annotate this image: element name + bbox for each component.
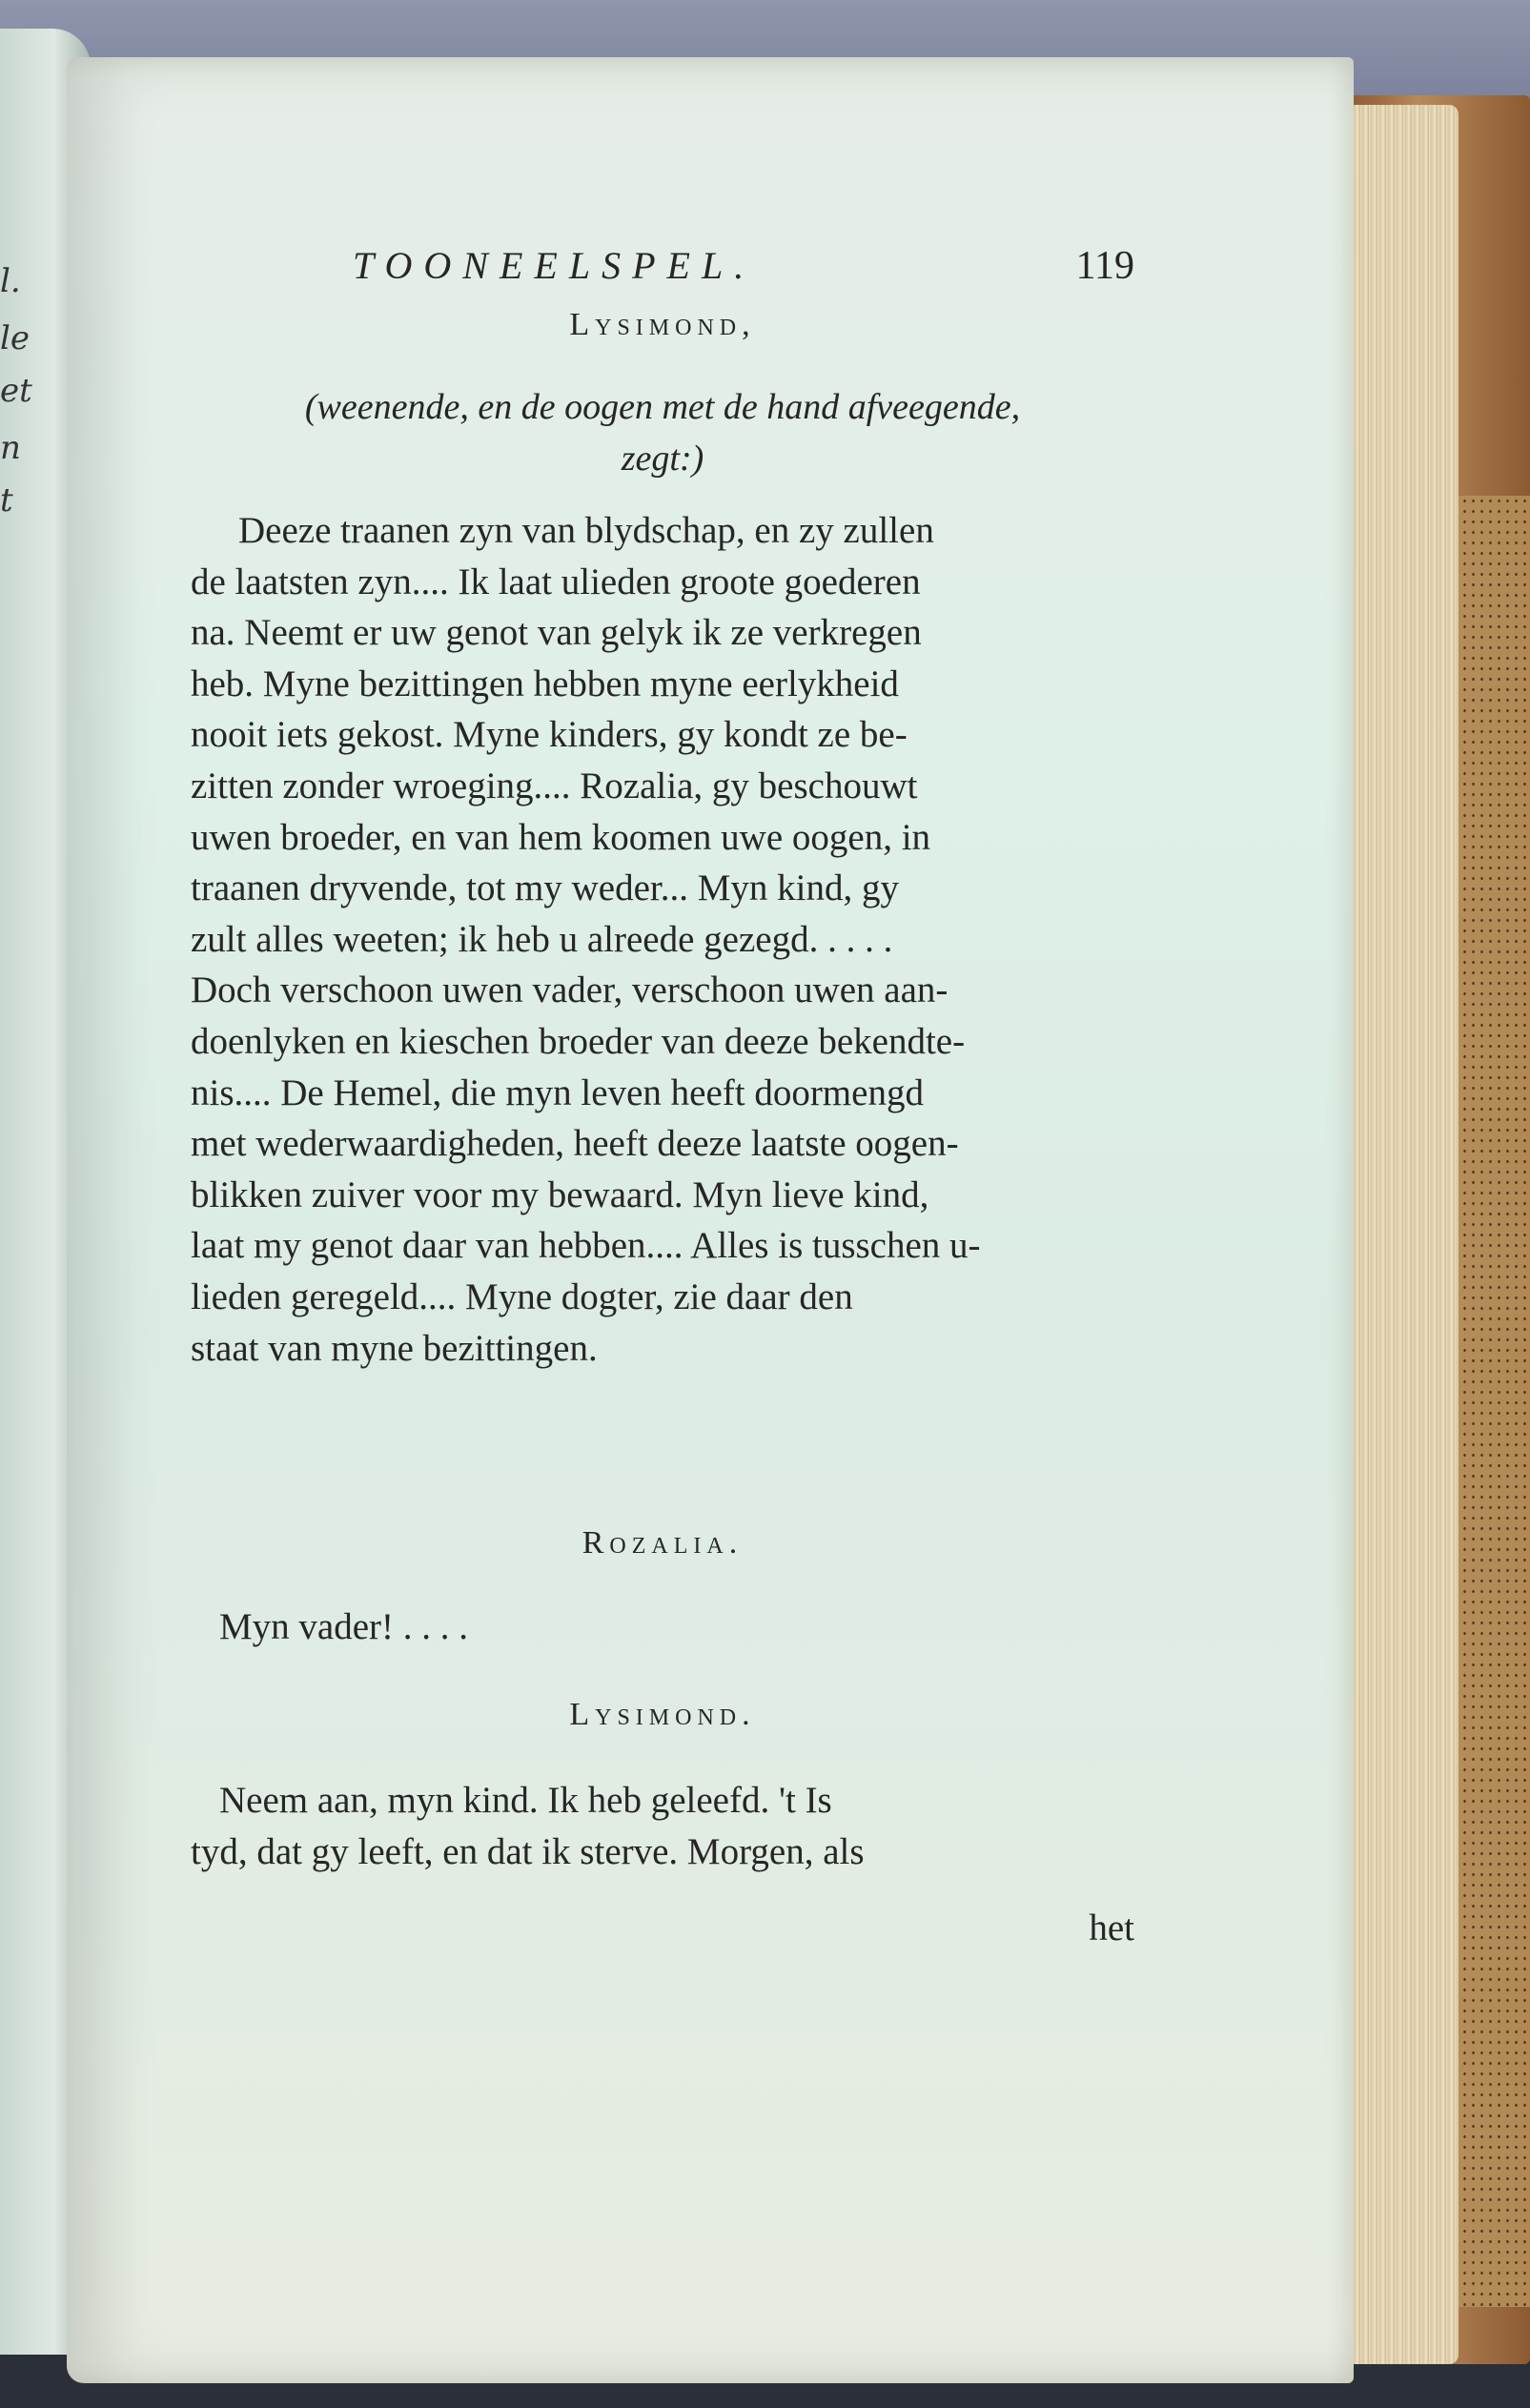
page-number: 119 [1075, 244, 1134, 288]
catchword: het [1089, 1908, 1134, 1949]
text-line: nooit iets gekost. Myne kinders, gy kondt ze be- [191, 714, 908, 756]
text-line: Neem aan, myn kind. Ik heb geleefd. 't Is [219, 1780, 832, 1821]
text-line: nis.... De Hemel, die myn leven heeft doormengd [191, 1071, 924, 1113]
text-line: Deeze traanen zyn van blydschap, en zy zullen [238, 510, 934, 551]
speaker-name: Lysimond. [569, 1697, 756, 1732]
text-line: zult alles weeten; ik heb u alreede gezegd. . . . . [191, 918, 893, 960]
text-line: met wederwaardigheden, heeft deeze laatste oogen- [191, 1123, 959, 1165]
speech-text [191, 1602, 1134, 1653]
text-line: lieden geregeld.... Myne dogter, zie daar den [191, 1275, 853, 1317]
stage-direction-line: (weenende, en de oogen met de hand afveegende, [304, 387, 1021, 427]
text-line: na. Neemt er uw genot van gelyk ik ze verkregen [191, 612, 922, 654]
left-page-fragment: le [0, 319, 30, 357]
text-line: de laatsten zyn.... Ik laat ulieden groote goederen [191, 561, 921, 602]
speech-text [191, 1775, 1134, 1877]
text-line: traanen dryvende, tot my weder... Myn kind, gy [191, 867, 899, 909]
text-line: tyd, dat gy leeft, en dat ik sterve. Morgen, als [191, 1830, 865, 1872]
stage-direction-line: zegt:) [621, 439, 704, 479]
left-page-fragment: n [0, 429, 21, 467]
speaker-name: Lysimond, [569, 307, 756, 342]
speaker-name: Rozalia. [581, 1525, 744, 1561]
text-line: blikken zuiver voor my bewaard. Myn lieve kind, [191, 1173, 929, 1215]
text-line: Doch verschoon uwen vader, verschoon uwen aan- [191, 969, 949, 1011]
left-page-fragment: l. [0, 262, 21, 300]
right-page [67, 57, 1354, 2383]
text-line: doenlyken en kieschen broeder van deeze bekendte- [191, 1020, 966, 1062]
text-line: heb. Myne bezittingen hebben myne eerlykheid [191, 663, 899, 704]
text-line: Myn vader! . . . . [219, 1606, 469, 1647]
speech-text [191, 505, 1134, 1374]
text-line: zitten zonder wroeging.... Rozalia, gy beschouwt [191, 765, 918, 806]
text-line: uwen broeder, en van hem koomen uwe oogen, in [191, 816, 931, 858]
text-line: staat van myne bezittingen. [191, 1327, 598, 1369]
stage-direction [191, 381, 1134, 484]
running-head-title: TOONEELSPEL. [353, 244, 756, 287]
text-line: laat my genot daar van hebben.... Alles is tusschen u- [191, 1225, 981, 1267]
left-page-fragment: et [0, 372, 32, 410]
running-head [191, 243, 1134, 300]
left-page-fragment: t [0, 481, 13, 520]
